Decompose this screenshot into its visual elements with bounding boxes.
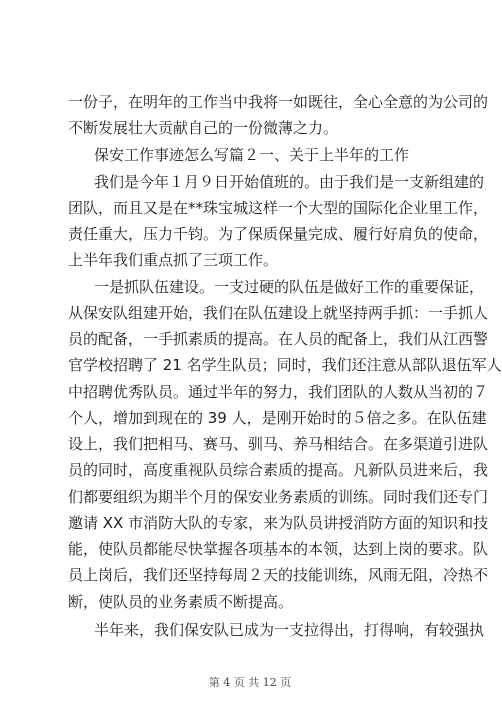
text-line: 一份子，在明年的工作当中我将一如既往，全心全意的为公司的 [68,93,489,111]
text-line: 从保安队组建开始，我们在队伍建设上就坚持两手抓：一手抓人 [68,304,489,322]
page-footer: 第 4 页 共 12 页 [208,676,292,689]
text-line: 官学校招聘了 21 名学生队员；同时，我们还注意从部队退伍军人 [68,356,502,374]
text-line: 上半年我们重点抓了三项工作。 [68,251,279,269]
section-heading: 保安工作事迹怎么写篇２一、关于上半年的工作 [94,146,410,164]
text-line: 责任重大，压力千钧。为了保质保量完成、履行好肩负的使命， [68,225,489,243]
text-line: 我们是今年１月９日开始值班的。由于我们是一支新组建的 [94,173,485,191]
text-line: 个人，增加到现在的 39 人，是刚开始时的５倍之多。在队伍建 [68,409,487,427]
text-line: 中招聘优秀队员。通过半年的努力，我们团队的人数从当初的７ [68,383,489,401]
text-line: 邀请 XX 市消防大队的专家，来为队员讲授消防方面的知识和技 [68,514,489,532]
text-line: 断，使队员的业务素质不断提高。 [68,593,294,611]
text-line: 员上岗后，我们还坚持每周２天的技能训练，风雨无阻，冷热不 [68,566,489,584]
text-line: 员的同时，高度重视队员综合素质的提高。凡新队员进来后，我 [68,461,489,479]
text-line: 能，使队员都能尽快掌握各项基本的本领，达到上岗的要求。队 [68,540,489,558]
text-line: 们都要组织为期半个月的保安业务素质的训练。同时我们还专门 [68,488,489,506]
text-line: 设上，我们把相马、赛马、驯马、养马相结合。在多渠道引进队 [68,435,489,453]
text-line: 半年来，我们保安队已成为一支拉得出，打得响，有较强执 [94,621,485,639]
text-line: 团队，而且又是在**珠宝城这样一个大型的国际化企业里工作， [68,199,489,217]
text-line: 一是抓队伍建设。一支过硬的队伍是做好工作的重要保证， [94,278,485,296]
text-line: 员的配备，一手抓素质的提高。在人员的配备上，我们从江西警 [68,330,489,348]
text-line: 不断发展壮大贡献自己的一份微薄之力。 [68,119,339,137]
